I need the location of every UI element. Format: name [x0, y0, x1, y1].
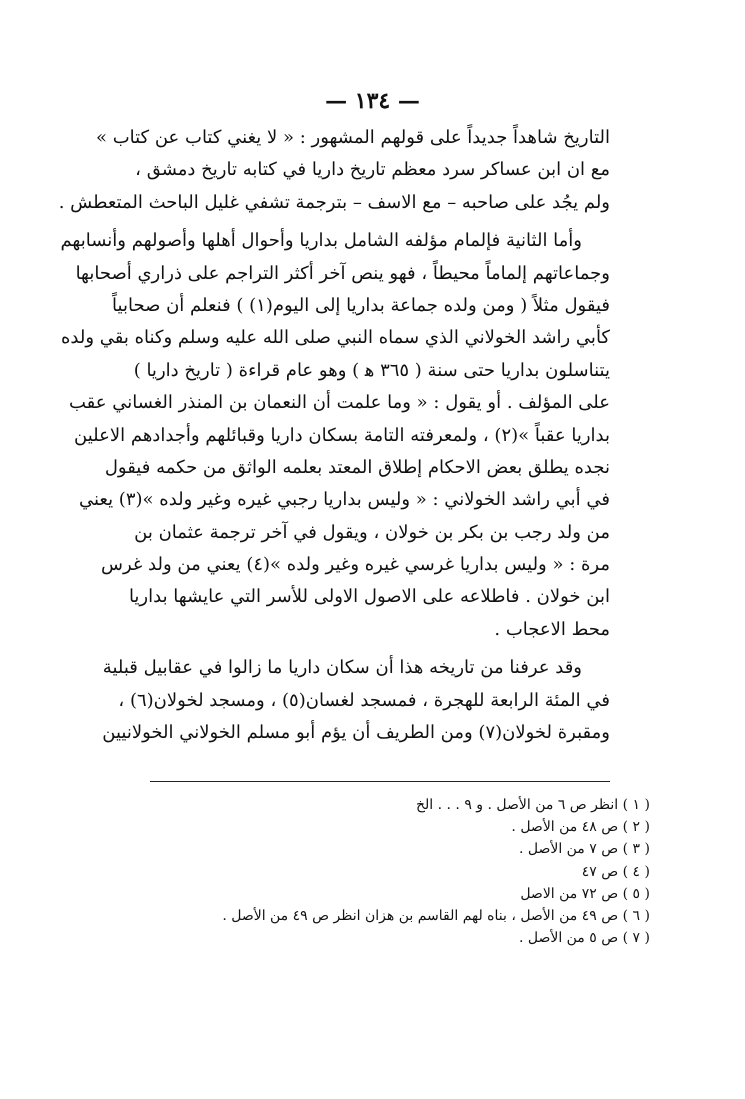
text-line: وجماعاتهم إلماماً محيطاً ، فهو ينص آخر أكثر التراجم على ذراري أصحابها — [75, 262, 610, 284]
footnotes — [150, 794, 650, 949]
text-line: ومقبرة لخولان(٧) ومن الطريف أن يؤم أبو مسلم الخولاني الخولانيين — [102, 722, 610, 744]
footnote: ( ٤ ) ص ٤٧ — [581, 863, 650, 880]
text-line: ابن خولان . فاطلاعه على الاصول الاولى للأسر التي عايشها بداريا — [128, 586, 610, 608]
text-line: فيقول مثلاً ( ومن ولده جماعة بداريا إلى اليوم(١) ) فنعلم أن صحابياً — [112, 294, 610, 316]
text-line: التاريخ شاهداً جديداً على قولهم المشهور : « لا يغني كتاب عن كتاب » — [95, 127, 610, 148]
footnote: ( ٦ ) ص ٤٩ من الأصل ، بناه لهم القاسم بن هزان انظر ص ٤٩ من الأصل . — [222, 907, 650, 924]
text-line: يتناسلون بداريا حتى سنة ( ٣٦٥ ﻫ ) وهو عام قراءة ( تاريخ داريا ) — [133, 359, 610, 381]
text-line: وأما الثانية فإلمام مؤلفه الشامل بداريا وأحوال أهلها وأصولهم وأنسابهم — [60, 230, 582, 252]
footnote: ( ٢ ) ص ٤٨ من الأصل . — [511, 819, 650, 836]
text-line: مرة : « وليس بداريا غرسي غيره وغير ولده »(٤) يعني من ولد غرس — [101, 554, 610, 576]
text-line: بداريا عقباً »(٢) ، ولمعرفته التامة بسكان داريا وقبائلهم وأجدادهم الاعلين — [74, 424, 610, 446]
text-line: في أبي راشد الخولاني : « وليس بداريا رجبي غيره وغير ولده »(٣) يعني — [78, 489, 610, 511]
text-line: مع ان ابن عساكر سرد معظم تاريخ داريا في كتابه تاريخ دمشق ، — [135, 159, 610, 181]
text-line: على المؤلف . أو يقول : « وما علمت أن النعمان بن المنذر الغساني عقب — [68, 392, 610, 414]
footnote: ( ١ ) انظر ص ٦ من الأصل . و ٩ . . . الخ — [415, 797, 650, 813]
footnote: ( ٥ ) ص ٧٢ من الاصل — [520, 885, 650, 902]
text-line: نجده يطلق بعض الاحكام إطلاق المعتد بعلمه الواثق من حكمه فيقول — [104, 456, 610, 478]
text-line: ولم يجُد على صاحبه – مع الاسف – بترجمة تشفي غليل الباحث المتعطش . — [58, 191, 610, 213]
text-line: من ولد رجب بن بكر بن خولان ، ويقول في آخر ترجمة عثمان بن — [134, 521, 610, 543]
text-line: كأبي راشد الخولاني الذي سماه النبي صلى الله عليه وسلم وكناه بقي ولده — [60, 327, 610, 349]
footnote-divider — [150, 781, 610, 782]
page-number: — ١٣٤ — — [325, 88, 420, 114]
footnote: ( ٣ ) ص ٧ من الأصل . — [518, 841, 650, 858]
text-line: محط الاعجاب . — [494, 618, 610, 640]
body-text — [58, 122, 610, 749]
footnote: ( ٧ ) ص ٥ من الأصل . — [518, 930, 650, 947]
text-line: في المئة الرابعة للهجرة ، فمسجد لغسان(٥) ، ومسجد لخولان(٦) ، — [118, 689, 610, 711]
text-line: وقد عرفنا من تاريخه هذا أن سكان داريا ما زالوا في عقابيل قبلية — [102, 657, 582, 679]
